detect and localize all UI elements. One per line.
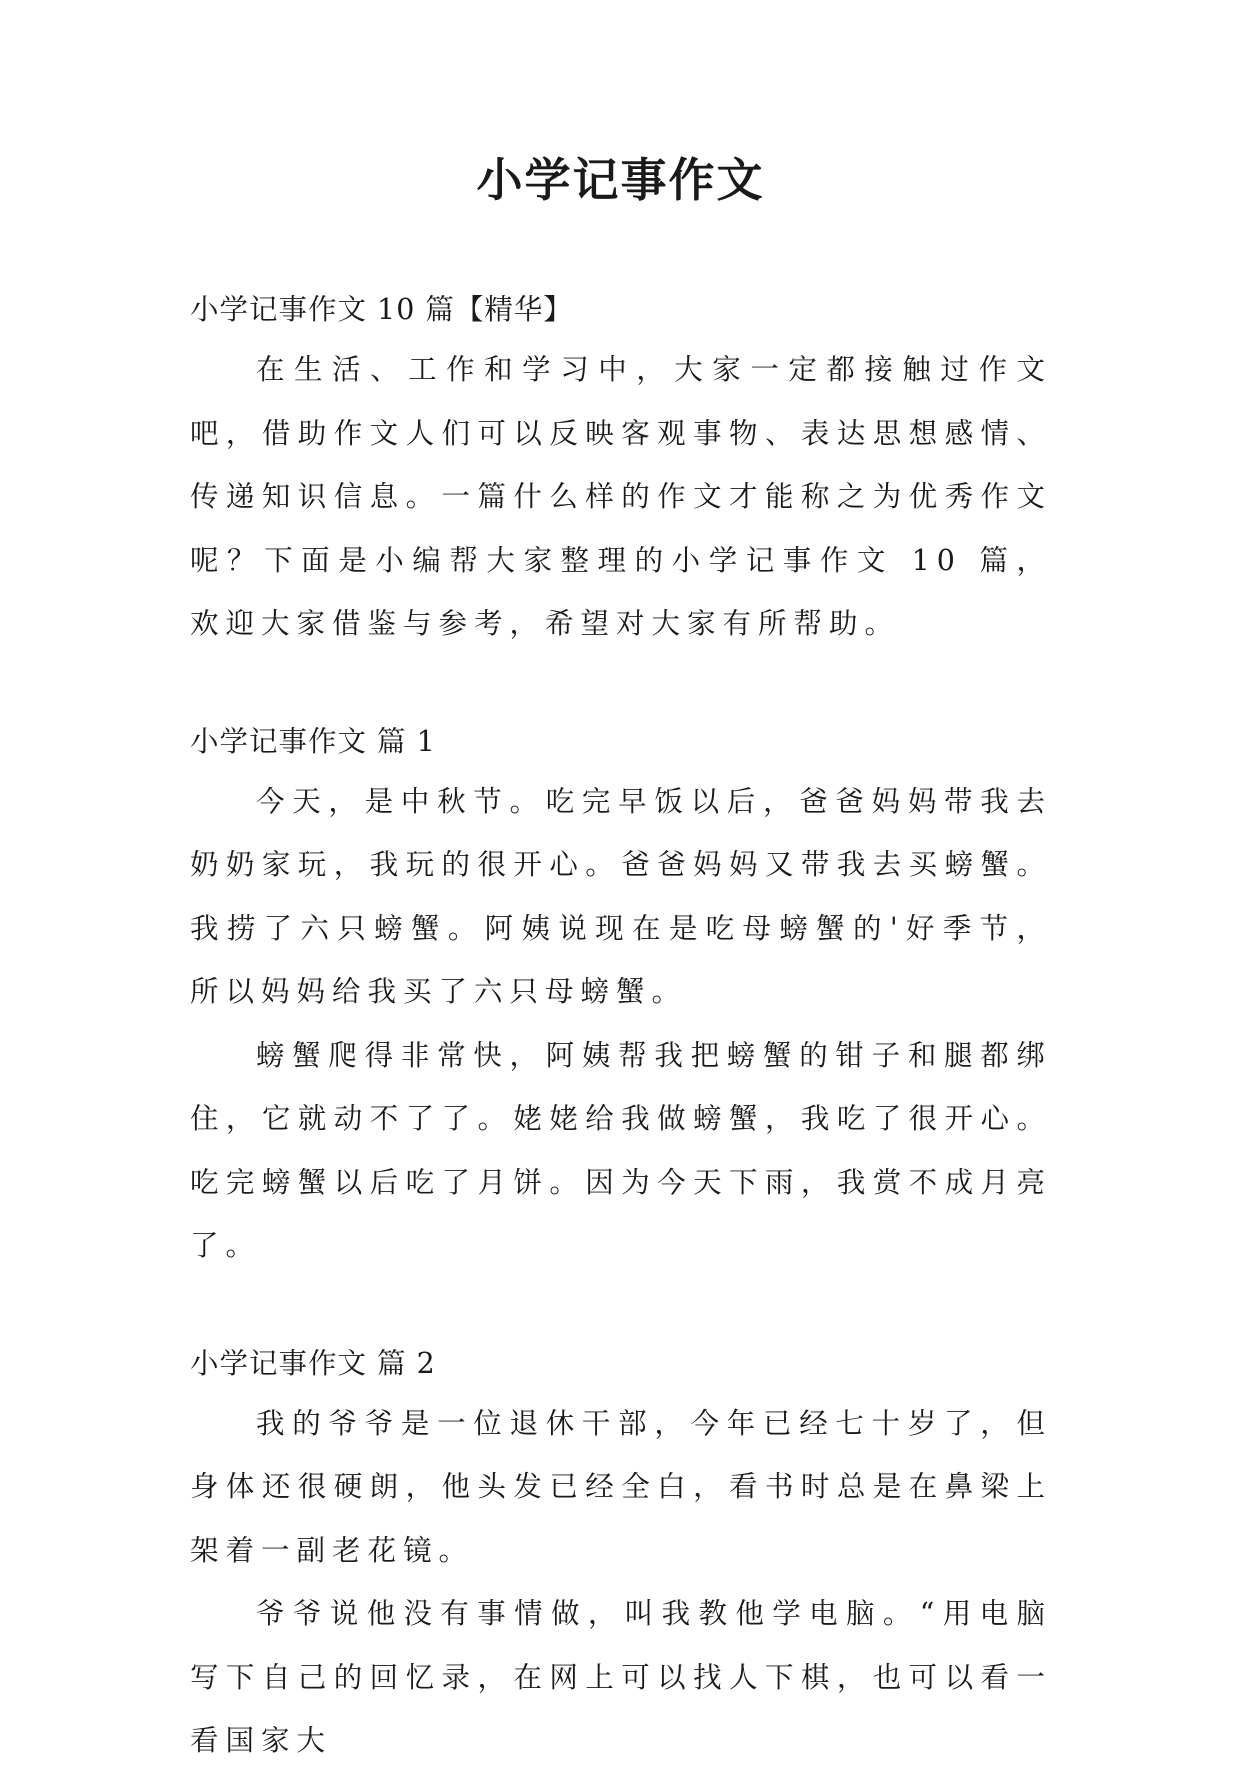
document-subtitle: 小学记事作文 10 篇【精华】 (190, 293, 573, 326)
section-heading-1: 小学记事作文 篇 1 (190, 724, 436, 758)
section-2-paragraph-2: 爷爷说他没有事情做，叫我教他学电脑。“用电脑写下自己的回忆录，在网上可以找人下棋，也可以看一看国家大 (190, 1597, 1052, 1757)
section-1-paragraph-1: 今天，是中秋节。吃完早饭以后，爸爸妈妈带我去奶奶家玩，我玩的很开心。爸爸妈妈又带我去买螃蟹。我捞了六只螃蟹。阿姨说现在是吃母螃蟹的'好季节，所以妈妈给我买了六只母螃蟹。 (190, 784, 1052, 1008)
section-heading-2: 小学记事作文 篇 2 (190, 1346, 436, 1380)
section-1-paragraph-2: 螃蟹爬得非常快，阿姨帮我把螃蟹的钳子和腿都绑住，它就动不了了。姥姥给我做螃蟹，我吃了很开心。吃完螃蟹以后吃了月饼。因为今天下雨，我赏不成月亮了。 (190, 1038, 1052, 1262)
document-title: 小学记事作文 (476, 153, 765, 207)
intro-paragraph: 在生活、工作和学习中，大家一定都接触过作文吧，借助作文人们可以反映客观事物、表达思想感情、传递知识信息。一篇什么样的作文才能称之为优秀作文呢？下面是小编帮大家整理的小学记事作文 10 篇，欢迎大家借鉴与参考，希望对大家有所帮助。 (190, 353, 1052, 640)
section-gap (190, 1278, 1052, 1336)
section-2-paragraph-1: 我的爷爷是一位退休干部，今年已经七十岁了，但身体还很硬朗，他头发已经全白，看书时总是在鼻梁上架着一副老花镜。 (190, 1406, 1052, 1567)
document-body (190, 282, 1052, 1773)
section-gap (190, 656, 1052, 714)
